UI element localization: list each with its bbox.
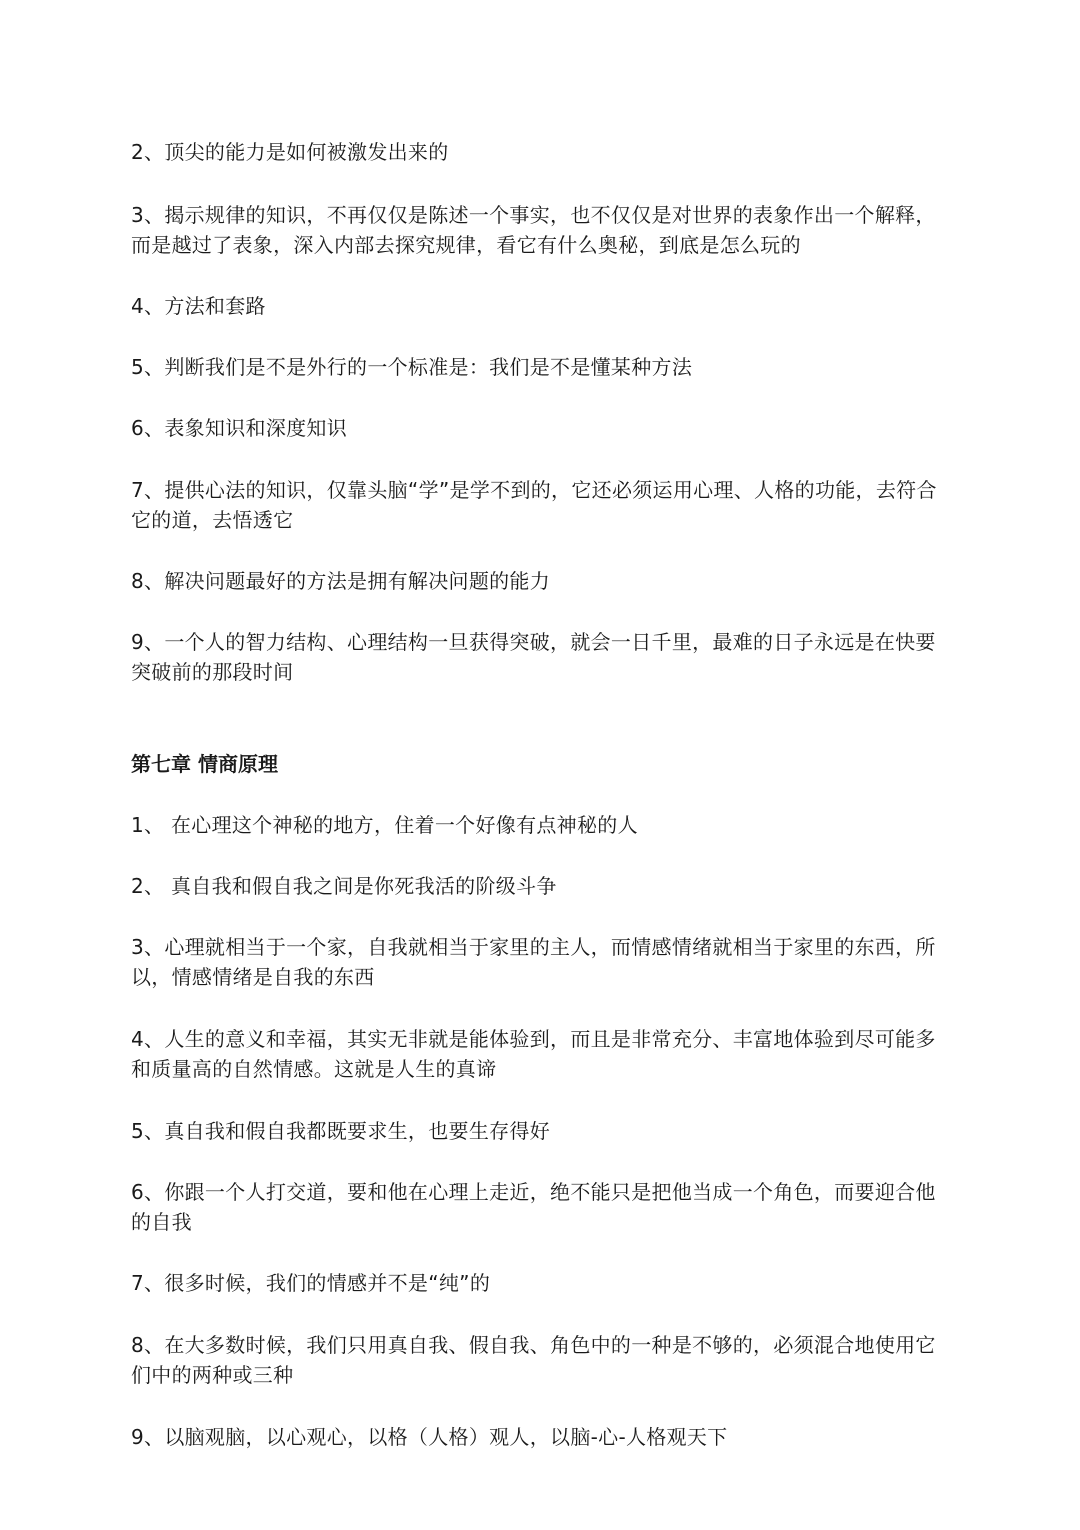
list-item: 3、心理就相当于一个家，自我就相当于家里的主人，而情感情绪就相当于家里的东西，所以，情感情绪是自我的东西 [131, 935, 936, 989]
list-item: 4、人生的意义和幸福，其实无非就是能体验到，而且是非常充分、丰富地体验到尽可能多和质量高的自然情感。这就是人生的真谛 [131, 1027, 936, 1081]
list-item: 7、提供心法的知识，仅靠头脑“学”是学不到的，它还必须运用心理、人格的功能，去符合它的道，去悟透它 [131, 478, 937, 532]
list-item: 7、很多时候，我们的情感并不是“纯”的 [131, 1271, 491, 1295]
list-item: 6、你跟一个人打交道，要和他在心理上走近，绝不能只是把他当成一个角色，而要迎合他的自我 [131, 1180, 936, 1234]
list-item: 1、 在心理这个神秘的地方，住着一个好像有点神秘的人 [131, 813, 638, 837]
list-item: 6、表象知识和深度知识 [131, 416, 348, 440]
list-item: 2、顶尖的能力是如何被激发出来的 [131, 140, 449, 164]
list-item: 4、方法和套路 [131, 294, 266, 318]
list-item: 8、解决问题最好的方法是拥有解决问题的能力 [131, 569, 551, 593]
list-item: 5、真自我和假自我都既要求生，也要生存得好 [131, 1119, 551, 1143]
chapter-title: 第七章 情商原理 [131, 752, 278, 776]
list-item: 3、揭示规律的知识，不再仅仅是陈述一个事实，也不仅仅是对世界的表象作出一个解释，而是越过了表象，深入内部去探究规律，看它有什么奥秘，到底是怎么玩的 [131, 203, 936, 257]
list-item: 5、判断我们是不是外行的一个标准是：我们是不是懂某种方法 [131, 355, 693, 379]
list-item: 2、 真自我和假自我之间是你死我活的阶级斗争 [131, 874, 557, 898]
list-item: 9、以脑观脑，以心观心，以格（人格）观人，以脑-心-人格观天下 [131, 1425, 728, 1449]
list-item: 9、一个人的智力结构、心理结构一旦获得突破，就会一日千里，最难的日子永远是在快要突破前的那段时间 [131, 630, 936, 684]
list-item: 8、在大多数时候，我们只用真自我、假自我、角色中的一种是不够的，必须混合地使用它们中的两种或三种 [131, 1333, 936, 1387]
